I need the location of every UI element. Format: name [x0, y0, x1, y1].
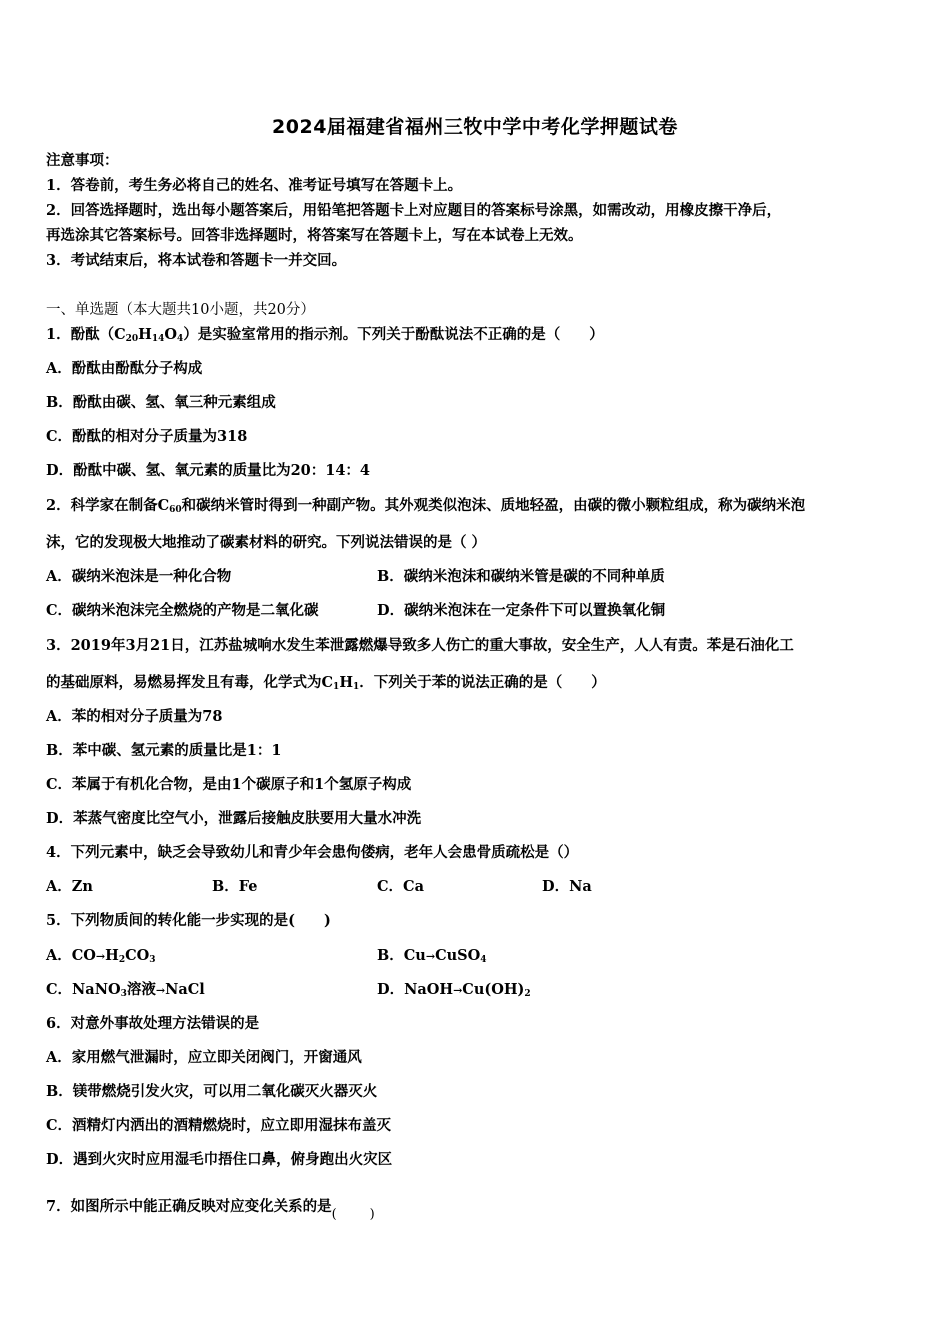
q6-option-c: C．酒精灯内洒出的酒精燃烧时，应立即用湿抹布盖灭 [46, 1117, 392, 1134]
q5-option-d: D．$NaOH\to Cu(OH)_2$ [377, 981, 531, 999]
question-3-stem: 3．2019年3月21日，江苏盐城响水发生苯泄露燃爆导致多人伤亡的重大事故，安全生产，人人有责。苯是石油化工 [46, 637, 794, 654]
question-7-stem: 7．如图所示中能正确反映对应变化关系的是 ( ) [46, 1198, 375, 1222]
q1-option-b: B．酚酞由碳、氢、氧三种元素组成 [46, 394, 276, 411]
q6-option-a: A．家用燃气泄漏时，应立即关闭阀门，开窗通风 [46, 1049, 362, 1066]
q4-option-a: A．Zn [46, 878, 93, 895]
q3-option-d: D．苯蒸气密度比空气小，泄露后接触皮肤要用大量水冲洗 [46, 810, 422, 827]
q1-option-c: C．酚酞的相对分子质量为318 [46, 428, 248, 445]
q3-option-a: A．苯的相对分子质量为78 [46, 708, 223, 725]
notice-item-1: 1．答卷前，考生务必将自己的姓名、准考证号填写在答题卡上。 [46, 177, 463, 194]
notice-item-2: 2．回答选择题时，选出每小题答案后，用铅笔把答题卡上对应题目的答案标号涂黑，如需改动，用橡皮擦干净后， [46, 202, 782, 219]
q5-option-a: A．$CO\to H_2CO_3$ [46, 947, 156, 965]
q2-option-b: B．碳纳米泡沫和碳纳米管是碳的不同种单质 [377, 568, 665, 585]
q4-option-b: B．Fe [212, 878, 258, 895]
q3-option-c: C．苯属于有机化合物，是由1个碳原子和1个氢原子构成 [46, 776, 412, 793]
q2-option-c: C．碳纳米泡沫完全燃烧的产物是二氧化碳 [46, 602, 319, 619]
question-2-stem-cont: 沫，它的发现极大地推动了碳素材料的研究。下列说法错误的是（ ） [46, 534, 487, 551]
notice-item-2-cont: 再选涂其它答案标号。回答非选择题时，将答案写在答题卡上，写在本试卷上无效。 [46, 227, 583, 244]
q5-option-b: B．Cu→CuSO$_4$ [377, 947, 487, 965]
q1-option-d: D．酚酞中碳、氢、氧元素的质量比为20：14：4 [46, 462, 371, 479]
q4-option-c: C．Ca [377, 878, 424, 895]
q4-option-d: D．Na [542, 878, 592, 895]
q5-option-c: C．NaNO$_3$溶液→NaCl [46, 981, 205, 999]
question-5-stem: 5．下列物质间的转化能一步实现的是( ) [46, 912, 331, 929]
q6-option-d: D．遇到火灾时应用湿毛巾捂住口鼻，俯身跑出火灾区 [46, 1151, 393, 1168]
question-6-stem: 6．对意外事故处理方法错误的是 [46, 1015, 260, 1032]
q2-option-d: D．碳纳米泡沫在一定条件下可以置换氧化铜 [377, 602, 666, 619]
question-2-stem: 2．科学家在制备$C_{60}$和碳纳米管时得到一种副产物。其外观类似泡沫、质地轻盈，由碳的微小颗粒组成，称为碳纳米泡 [46, 497, 806, 515]
q1-option-a: A．酚酞由酚酞分子构成 [46, 360, 203, 377]
q3-option-b: B．苯中碳、氢元素的质量比是1：1 [46, 742, 282, 759]
question-4-stem: 4．下列元素中，缺乏会导致幼儿和青少年会患佝偻病，老年人会患骨质疏松是（） [46, 844, 579, 861]
question-3-stem-cont: 的基础原料，易燃易挥发且有毒，化学式为$C_1H_1$．下列关于苯的说法正确的是（ ） [46, 674, 606, 692]
section-heading: 一、单选题（本大题共10小题，共20分） [46, 302, 315, 318]
notice-heading: 注意事项： [46, 152, 119, 169]
q6-option-b: B．镁带燃烧引发火灾，可以用二氧化碳灭火器灭火 [46, 1083, 378, 1100]
notice-item-3: 3．考试结束后，将本试卷和答题卡一并交回。 [46, 252, 347, 269]
q2-option-a: A．碳纳米泡沫是一种化合物 [46, 568, 232, 585]
question-1-stem: 1．酚酞$(C_{20}H_{14}O_4)$是实验室常用的指示剂。下列关于酚酞说法不正确的是（ ） [46, 326, 604, 344]
page-title: 2024届福建省福州三牧中学中考化学押题试卷 [272, 116, 678, 138]
